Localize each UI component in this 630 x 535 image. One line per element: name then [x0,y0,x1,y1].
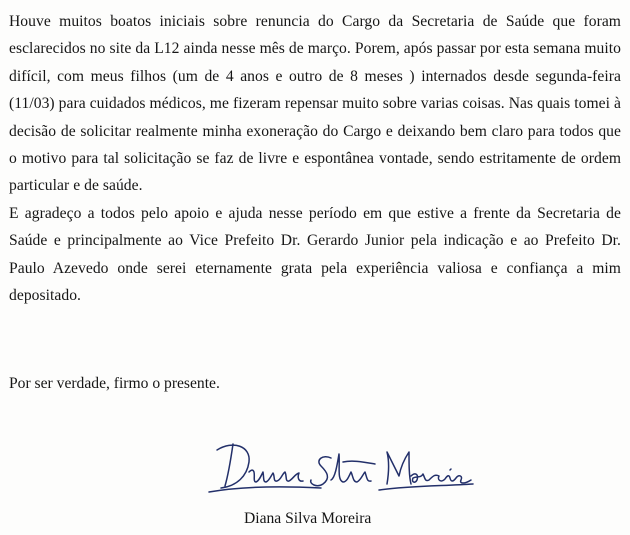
signer-name: Diana Silva Moreira [244,510,372,527]
handwritten-signature [203,436,481,508]
letter-body [9,8,621,309]
paragraph-agradecimento: E agradeço a todos pelo apoio e ajuda nesse período em que estive a frente da Secretaria de Saúde e principalmente ao Vice Prefeito Dr. Gerardo Junior pela indicação e ao Prefeito Dr. Paulo Azevedo onde serei eternamente grata pela experiência valiosa e confiança a mim depositado. [9,204,621,305]
closing-statement: Por ser verdade, firmo o presente. [9,375,220,392]
paragraph-renuncia: Houve muitos boatos iniciais sobre renuncia do Cargo da Secretaria de Saúde que foram esclarecidos no site da L12 ainda nesse mês de março. Porem, após passar por esta semana muito difícil, com meus filhos (um de 4 anos e outro de 8 meses ) internados desde segunda-feira (11/03) para cuidados médicos, me fizeram repensar muito sobre varias coisas. Nas quais tomei à decisão de solicitar realmente minha exoneração do Cargo e deixando bem claro para todos que o motivo para tal solicitação se faz de livre e espontânea vontade, sendo estritamente de ordem particular e de saúde. [9,13,621,195]
